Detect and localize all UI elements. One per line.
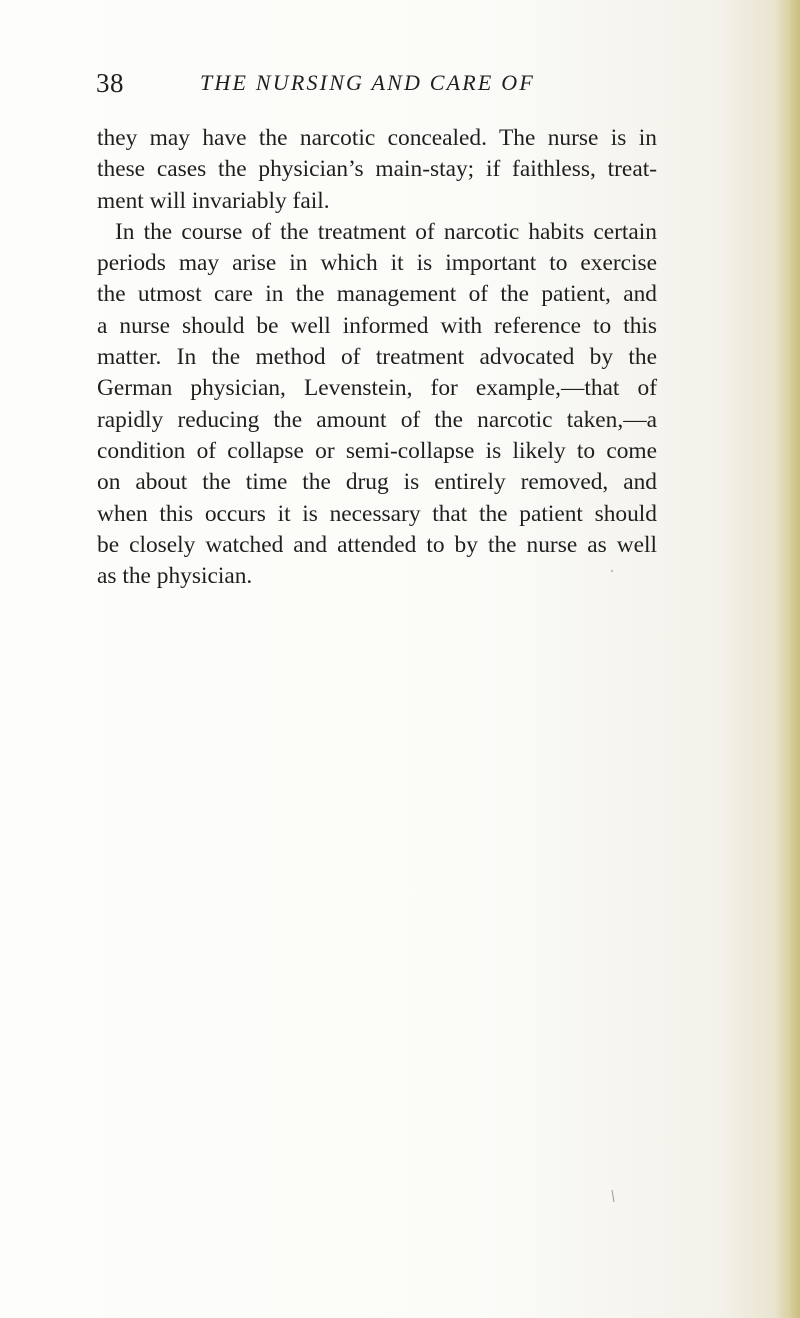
text-line: these cases the physician’s main-stay; if faithless, treat- (97, 156, 657, 183)
text-line: ment will invariably fail. (97, 187, 330, 214)
text-line: when this occurs it is necessary that the patient should (97, 500, 657, 527)
text-line: matter. In the method of treatment advocated by the (97, 344, 657, 371)
text-line: German physician, Levenstein, for example,—that of (97, 375, 657, 402)
text-line: periods may arise in which it is important to exercise (97, 250, 657, 277)
page-number: 38 (96, 68, 124, 98)
text-line: In the course of the treatment of narcotic habits certain (115, 218, 657, 245)
text-line: be closely watched and attended to by the nurse as well (97, 531, 657, 558)
text-line: rapidly reducing the amount of the narcotic taken,—a (97, 406, 657, 433)
text-line: they may have the narcotic concealed. The nurse is in (97, 125, 657, 151)
text-line: condition of collapse or semi-collapse is likely to come (97, 437, 657, 464)
text-line: on about the time the drug is entirely removed, and (97, 469, 657, 496)
text-line: a nurse should be well informed with reference to this (97, 312, 657, 339)
text-line: the utmost care in the management of the patient, and (97, 281, 657, 308)
running-title: THE NURSING AND CARE OF (200, 70, 535, 95)
text-line: as the physician. (97, 563, 253, 590)
